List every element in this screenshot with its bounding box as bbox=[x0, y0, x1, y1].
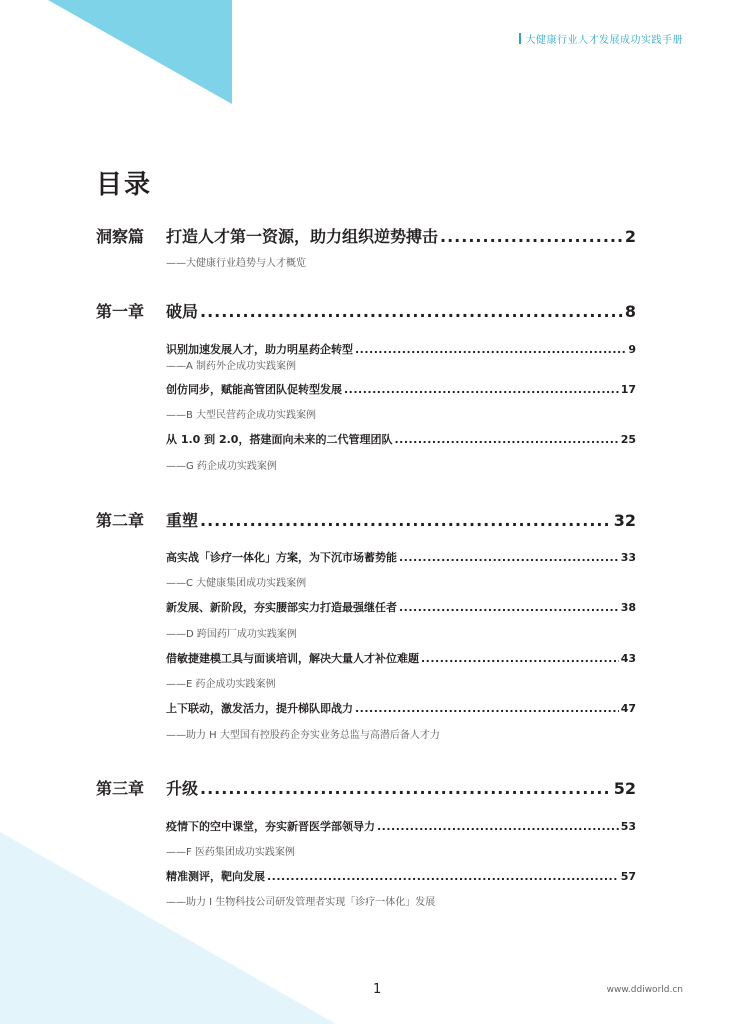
chapter-page: 32 bbox=[613, 511, 636, 530]
entry-page: 33 bbox=[620, 551, 636, 564]
toc-entry[interactable] bbox=[166, 381, 636, 397]
entry-title: 从 1.0 到 2.0，搭建面向未来的二代管理团队 bbox=[166, 433, 393, 446]
section-title: 打造人才第一资源，助力组织逆势搏击 bbox=[166, 227, 439, 246]
chapter-title: 破局 bbox=[166, 302, 199, 321]
entry-title: 上下联动，激发活力，提升梯队即战力 bbox=[166, 702, 353, 715]
entry-subtitle: ——G 药企成功实践案例 bbox=[166, 461, 277, 472]
leader-dots bbox=[355, 343, 626, 356]
chapter-title: 升级 bbox=[166, 779, 199, 798]
chapter-title: 重塑 bbox=[166, 511, 199, 530]
entry-subtitle: ——C 大健康集团成功实践案例 bbox=[166, 578, 307, 589]
entry-page: 43 bbox=[620, 652, 636, 665]
chapter-label: 第三章 bbox=[96, 779, 145, 798]
toc-chapter-3[interactable] bbox=[96, 776, 636, 799]
entry-subtitle: ——D 跨国药厂成功实践案例 bbox=[166, 629, 297, 640]
toc-chapter-2[interactable] bbox=[96, 508, 636, 531]
leader-dots bbox=[399, 601, 619, 614]
leader-dots bbox=[440, 227, 623, 246]
toc-heading: 目录 bbox=[96, 170, 153, 200]
entry-title: 疫情下的空中课堂，夯实新晋医学部领导力 bbox=[166, 820, 375, 833]
toc-entry[interactable] bbox=[166, 650, 636, 666]
leader-dots bbox=[421, 652, 619, 665]
toc-entry[interactable] bbox=[166, 431, 636, 447]
entry-page: 47 bbox=[620, 702, 636, 715]
toc-entry[interactable] bbox=[166, 700, 636, 716]
website-link[interactable]: www.ddiworld.cn bbox=[606, 985, 683, 995]
section-subtitle: ——大健康行业趋势与人才概览 bbox=[166, 258, 306, 269]
chapter-label: 第二章 bbox=[96, 511, 145, 530]
entry-subtitle: ——助力 I 生物科技公司研发管理者实现「诊疗一体化」发展 bbox=[166, 897, 436, 908]
entry-title: 借敏捷建模工具与面谈培训，解决大量人才补位难题 bbox=[166, 652, 419, 665]
leader-dots bbox=[344, 383, 619, 396]
entry-page: 25 bbox=[620, 433, 636, 446]
entry-subtitle: ——E 药企成功实践案例 bbox=[166, 679, 276, 690]
toc-entry[interactable] bbox=[166, 818, 636, 834]
leader-dots bbox=[267, 870, 619, 883]
toc-chapter-1[interactable] bbox=[96, 299, 636, 322]
toc-entry[interactable] bbox=[166, 599, 636, 615]
entry-subtitle: ——A 制药外企成功实践案例 bbox=[166, 361, 297, 372]
leader-dots bbox=[399, 551, 619, 564]
entry-subtitle: ——B 大型民营药企成功实践案例 bbox=[166, 410, 317, 421]
entry-page: 17 bbox=[620, 383, 636, 396]
entry-subtitle: ——F 医药集团成功实践案例 bbox=[166, 847, 295, 858]
entry-title: 新发展、新阶段，夯实腰部实力打造最强继任者 bbox=[166, 601, 397, 614]
toc-entry[interactable] bbox=[166, 341, 636, 357]
header-title: 大健康行业人才发展成功实践手册 bbox=[525, 35, 683, 46]
entry-page: 53 bbox=[620, 820, 636, 833]
entry-page: 38 bbox=[620, 601, 636, 614]
chapter-label: 第一章 bbox=[96, 302, 145, 321]
leader-dots bbox=[200, 302, 623, 321]
entry-title: 精准测评，靶向发展 bbox=[166, 870, 265, 883]
chapter-page: 52 bbox=[613, 779, 636, 798]
entry-title: 高实战「诊疗一体化」方案，为下沉市场蓄势能 bbox=[166, 551, 397, 564]
running-header bbox=[519, 31, 684, 46]
entry-page: 57 bbox=[620, 870, 636, 883]
background-triangle-top bbox=[0, 0, 240, 110]
leader-dots bbox=[200, 779, 612, 798]
section-label: 洞察篇 bbox=[96, 227, 145, 246]
entry-page: 9 bbox=[628, 343, 636, 356]
leader-dots bbox=[377, 820, 619, 833]
entry-title: 创仿同步，赋能高管团队促转型发展 bbox=[166, 383, 342, 396]
leader-dots bbox=[394, 433, 618, 446]
leader-dots bbox=[355, 702, 619, 715]
leader-dots bbox=[200, 511, 612, 530]
toc-section-insight[interactable] bbox=[96, 224, 636, 247]
entry-title: 识别加速发展人才，助力明星药企转型 bbox=[166, 343, 353, 356]
toc-entry[interactable] bbox=[166, 868, 636, 884]
chapter-page: 8 bbox=[624, 302, 636, 321]
page-number: 1 bbox=[373, 982, 382, 997]
toc-entry[interactable] bbox=[166, 549, 636, 565]
header-bar-icon bbox=[519, 33, 521, 44]
entry-subtitle: ——助力 H 大型国有控股药企夯实业务总监与高潜后备人才力 bbox=[166, 730, 440, 741]
section-page: 2 bbox=[624, 227, 636, 246]
